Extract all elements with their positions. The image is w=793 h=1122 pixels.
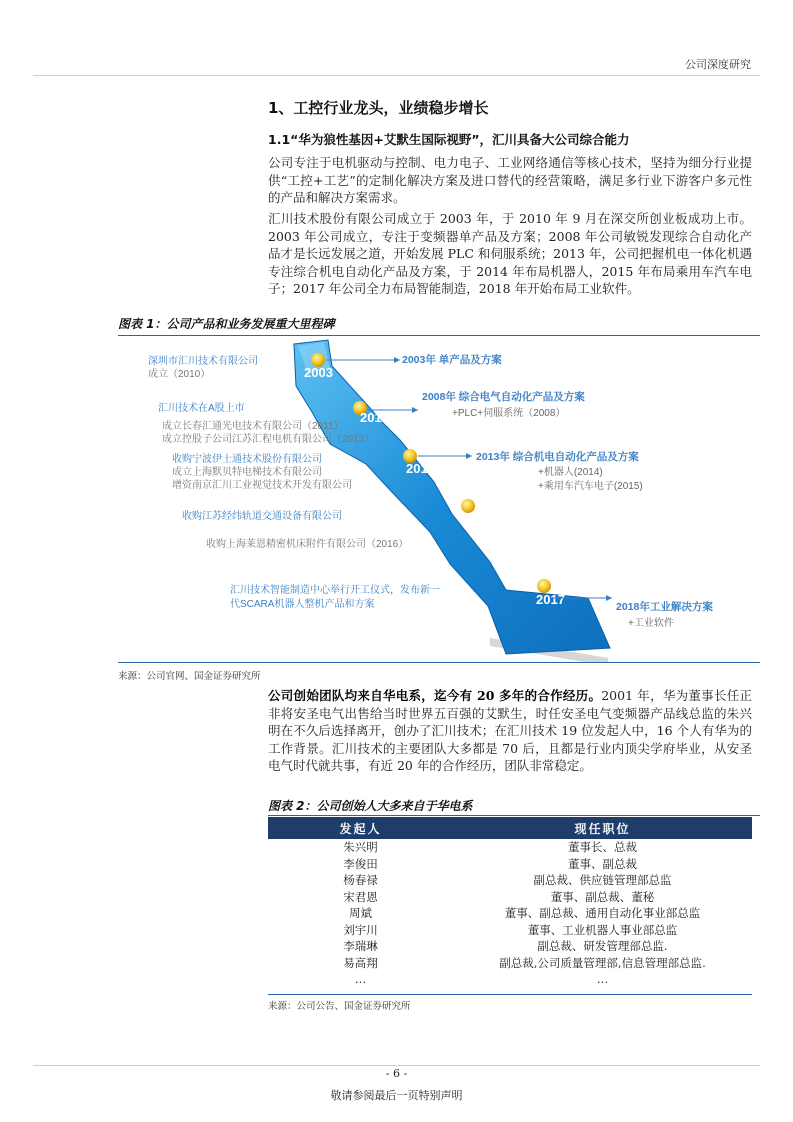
table-header-row xyxy=(268,817,752,839)
founder-name: 刘宇川 xyxy=(343,922,378,937)
year-label-2010: 2010 xyxy=(360,410,389,425)
header-label: 公司深度研究 xyxy=(685,58,751,71)
section-title: 1、工控行业龙头，业绩稳步增长 xyxy=(268,99,489,117)
note-jingwei: 收购江苏经纬轨道交通设备有限公司 xyxy=(182,511,342,522)
founder-name: 宋君恩 xyxy=(343,889,378,904)
founder-position: 董事、副总裁、通用自动化事业部总监 xyxy=(504,906,701,921)
note-smart-mfg: 汇川技术智能制造中心举行开工仪式，发布新一 xyxy=(230,585,440,596)
note-founding: 深圳市汇川技术有限公司 xyxy=(148,356,258,367)
section-subtitle: 1.1“华为狼性基因+艾默生国际视野”，汇川具备大公司综合能力 xyxy=(268,132,630,147)
year-label-2013: 2013 xyxy=(406,461,435,476)
founder-position: 副总裁、供应链管理部总监 xyxy=(533,873,672,888)
paragraph-team-body: 2001 年，华为董事长任正非将安圣电气出售给当时世界五百强的艾默生，时任安圣电气变频器产品线总监的朱兴明在不久后选择离开，创办了汇川技术；在汇川技术 19 位发起人中，16 个人有华为的工作背景。汇川技术的主要团队大多都是 70 后，且都是行业内顶尖学府毕业，从安圣电气时代就共事，有近 20 年的合作经历，团队非常稳定。 xyxy=(268,688,752,773)
year-label-2017: 2017 xyxy=(536,592,565,607)
founder-position: … xyxy=(596,972,609,987)
footer-disclaimer: 敬请参阅最后一页特别声明 xyxy=(330,1089,463,1102)
note-listing: 汇川技术在A股上市 xyxy=(158,403,245,414)
note-2018-solution: 2018年工业解决方案 xyxy=(616,601,713,613)
note-2014-robot: +机器人(2014) xyxy=(538,467,603,478)
note-2008-plc: +PLC+伺服系统（2008） xyxy=(452,408,566,419)
milestone-marker-2015 xyxy=(461,499,475,513)
founder-name: 易高翔 xyxy=(343,955,378,970)
note-laien: 收购上海莱恩精密机床附件有限公司（2016） xyxy=(206,539,409,550)
table-title: 图表 2：公司创始人大多来自于华电系 xyxy=(268,799,473,813)
paragraph-history: 汇川技术股份有限公司成立于 2003 年，于 2010 年 9 月在深交所创业板成功上市。2003 年公司成立，专注于变频器单产品及方案；2008 年公司敏锐发现综合自动化产品才是长远发展之道，开始发展 PLC 和伺服系统；2013 年，公司把握机电一体化机遇专注综合机电自动化产品及方案，于 2014 年布局机器人，2015 年布局乘用车汽车电子；2017 年公司全力布局智能制造，2018 年开始布局工业软件。 xyxy=(268,211,752,296)
arrowhead xyxy=(412,407,418,413)
column-header-founder: 发起人 xyxy=(268,817,453,839)
table-row xyxy=(268,889,752,906)
founder-position: 董事长、总裁 xyxy=(568,840,637,855)
note-jiangsu: 成立控股子公司江苏汇程电机有限公司（2012） xyxy=(162,434,375,445)
table-row xyxy=(268,856,752,873)
year-label-2015: 2015 xyxy=(464,512,493,527)
figure-title: 图表 1：公司产品和业务发展重大里程碑 xyxy=(118,317,335,331)
note-2003-product: 2003年 单产品及方案 xyxy=(402,354,502,366)
note-shanghai-elevator: 成立上海默贝特电梯技术有限公司 xyxy=(172,467,322,478)
founder-position: 副总裁、研发管理部总监. xyxy=(537,939,668,954)
note-2018-software: +工业软件 xyxy=(628,618,674,629)
table-row xyxy=(268,955,752,972)
arrowhead xyxy=(606,595,612,601)
founders-table xyxy=(268,817,752,988)
arrowhead xyxy=(394,357,400,363)
header-divider xyxy=(33,75,760,76)
column-header-position: 现任职位 xyxy=(453,817,752,839)
table-top-rule xyxy=(268,815,760,816)
founder-name: 李瑞琳 xyxy=(343,939,378,954)
founder-position: 董事、工业机器人事业部总监 xyxy=(527,922,678,937)
founder-name: … xyxy=(354,972,367,987)
note-2015-auto: +乘用车汽车电子(2015) xyxy=(538,481,643,492)
note-2008-product: 2008年 综合电气自动化产品及方案 xyxy=(422,391,585,403)
note-changchun: 成立长春汇通光电技术有限公司（2011） xyxy=(162,421,344,432)
founder-position: 董事、副总裁 xyxy=(568,856,637,871)
footer-divider xyxy=(33,1065,760,1066)
note-nanjing: 增资南京汇川工业视觉技术开发有限公司 xyxy=(172,480,352,491)
table-row xyxy=(268,872,752,889)
note-2013-product: 2013年 综合机电自动化产品及方案 xyxy=(476,451,639,463)
table-row xyxy=(268,905,752,922)
milestone-marker-2017 xyxy=(537,579,551,593)
arrowhead xyxy=(466,453,472,459)
table-bottom-rule xyxy=(268,994,752,995)
founder-position: 副总裁,公司质量管理部,信息管理部总监. xyxy=(499,955,706,970)
founder-name: 李俊田 xyxy=(343,856,378,871)
year-label-2003: 2003 xyxy=(304,365,333,380)
note-scara: 代SCARA机器人整机产品和方案 xyxy=(230,599,375,610)
table-source: 来源：公司公告、国金证券研究所 xyxy=(268,1001,411,1012)
table-row xyxy=(268,839,752,856)
paragraph-team-lead: 公司创始团队均来自华电系，迄今有 20 多年的合作经历。 xyxy=(268,688,602,703)
founder-name: 杨春禄 xyxy=(343,873,378,888)
founder-name: 朱兴明 xyxy=(343,840,378,855)
page-number: - 6 - xyxy=(385,1067,408,1080)
note-founding-year: 成立（2010） xyxy=(148,369,211,380)
table-row xyxy=(268,938,752,955)
table-row xyxy=(268,922,752,939)
paragraph-strategy: 公司专注于电机驱动与控制、电力电子、工业网络通信等核心技术，坚持为细分行业提供“工控+工艺”的定制化解决方案及进口替代的经营策略，满足多行业下游客户多元性的产品和解决方案需求。 xyxy=(268,155,752,205)
figure-bottom-rule xyxy=(118,662,760,663)
paragraph-team xyxy=(268,687,752,775)
note-ningbo: 收购宁波伊士通技术股份有限公司 xyxy=(172,454,322,465)
milestone-figure xyxy=(118,336,760,662)
table-row xyxy=(268,971,752,988)
founder-position: 董事、副总裁、董秘 xyxy=(550,889,655,904)
founder-name: 周斌 xyxy=(349,906,372,921)
figure-source: 来源：公司官网、国金证券研究所 xyxy=(118,671,261,682)
